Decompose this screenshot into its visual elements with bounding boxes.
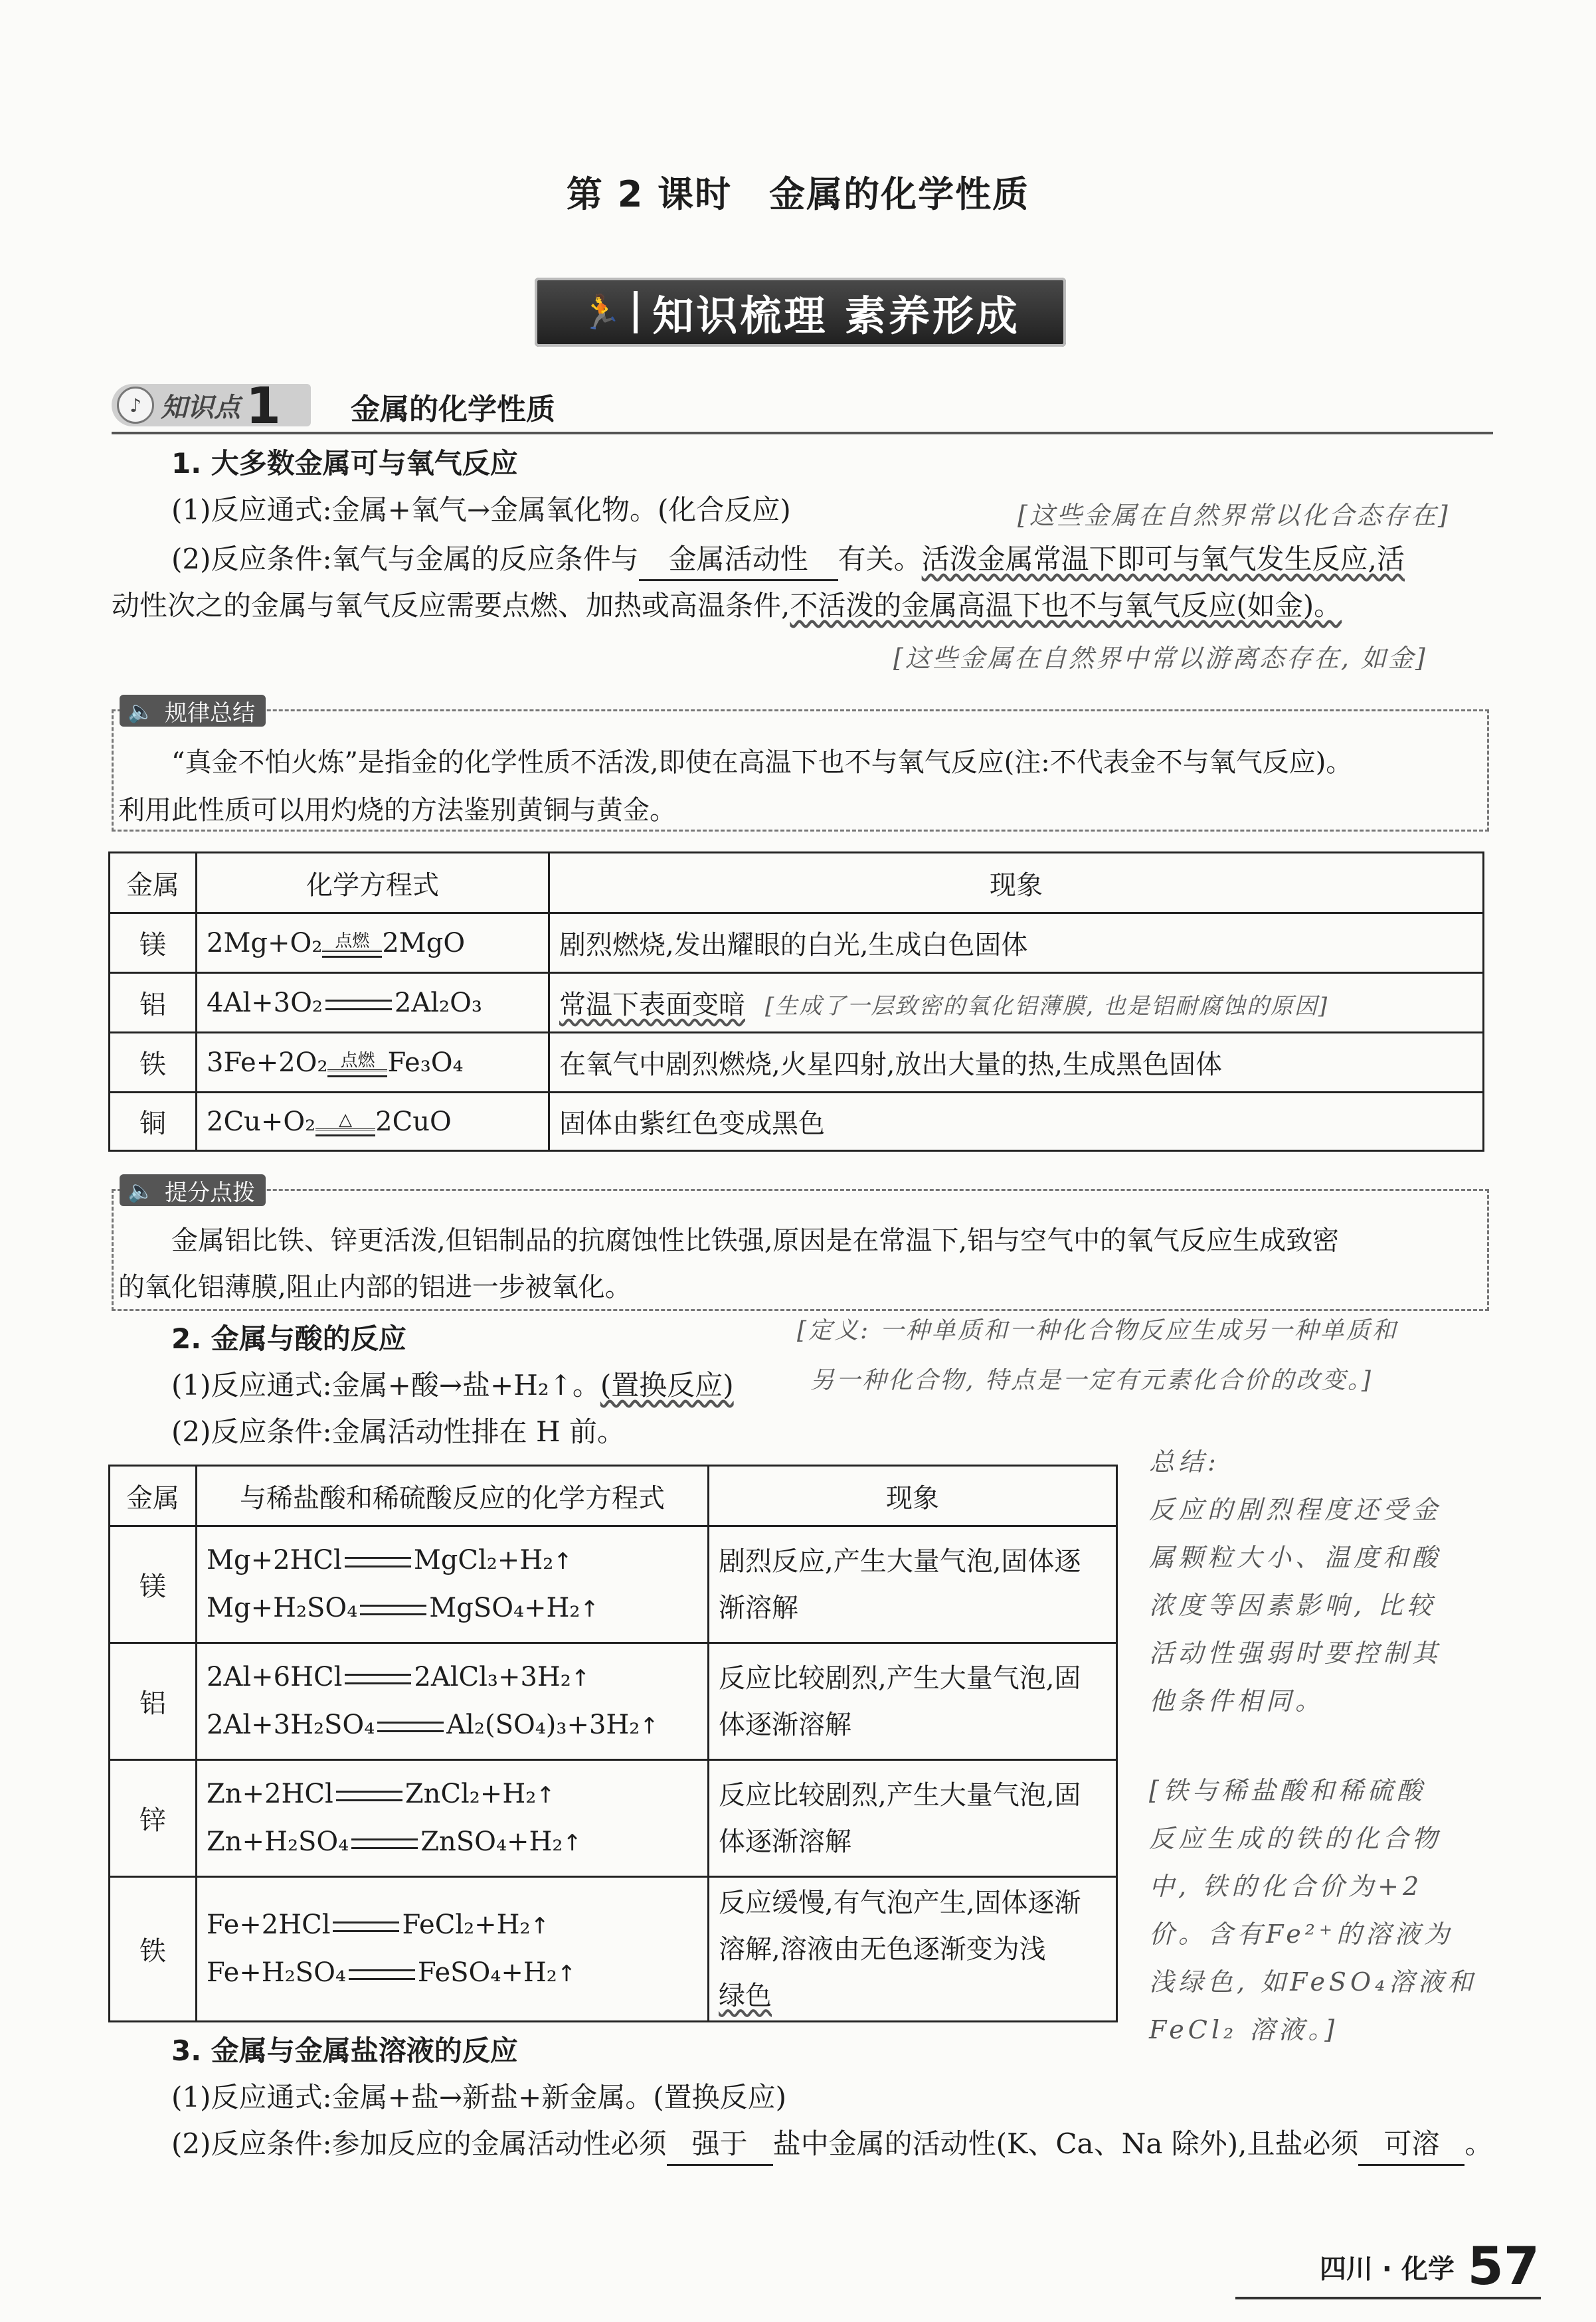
t2-equations [197,1877,709,2022]
s1-l3-prefix: 动性次之的金属与氧气反应需要点燃、加热或高温条件, [112,589,790,622]
al-phenomenon: 常温下表面变暗 [559,990,745,1020]
equals-sign [325,1000,392,1010]
s3-l2-prefix: (2)反应条件:参加反应的金属活动性必须 [171,2127,667,2160]
t1-equation [197,1093,549,1151]
s1-line1: (1)反应通式:金属+氧气→金属氧化物。(化合反应) [171,493,791,526]
rule-line1: “真金不怕火炼”是指金的化学性质不活泼,即使在高温下也不与氧气反应(注:不代表金不与氧气反应)。 [171,747,1353,778]
rule-tag-label: 规律总结 [165,699,255,727]
t2-header-equation: 与稀盐酸和稀硫酸反应的化学方程式 [197,1466,709,1526]
s1-note-free: [这些金属在自然界中常以游离态存在, 如金] [893,644,1427,673]
note-icon: ♪ [117,387,154,424]
s1-l3-inactive: 不活泼的金属高温下也不与氧气反应(如金)。 [790,589,1342,622]
eq-condition: 点燃 [340,1050,375,1071]
runner-icon: 🏃 [580,292,625,331]
s2-heading: 2. 金属与酸的反应 [171,1322,406,1355]
t1-header-phenomenon: 现象 [549,853,1484,913]
acid-reaction-table [108,1465,1118,2022]
table-row [110,1093,1484,1151]
badge-number: 1 [246,375,281,435]
eq-right: Fe₃O₄ [387,1047,464,1078]
t2-eq-hcl: Fe+2HCl FeCl₂+H₂↑ [207,1909,550,1940]
knowledge-point-title: 金属的化学性质 [351,393,555,426]
knowledge-point-header [112,375,1493,435]
speaker-icon: 🔈 [128,1178,154,1204]
footer-rule [1235,2297,1541,2299]
rule-line2: 利用此性质可以用灼烧的方法鉴别黄铜与黄金。 [118,795,676,826]
t1-header-equation: 化学方程式 [197,853,549,913]
t1-equation [197,973,549,1033]
t2-eq-h2so4: Fe+H₂SO₄ FeSO₄+H₂↑ [207,1957,576,1988]
rule-summary-tag [120,695,266,727]
condition-arrow [315,1111,375,1136]
t2-equations [197,1526,709,1643]
s1-answer-fill: 金属活动性 [639,539,838,581]
t2-metal: 铝 [110,1643,197,1760]
eq-right: 2MgO [382,927,466,958]
t2-eq-h2so4: 2Al+3H₂SO₄ Al₂(SO₄)₃+3H₂↑ [207,1709,659,1740]
eq-right: 2Al₂O₃ [394,987,482,1018]
t1-metal: 铝 [110,973,197,1033]
s2-l1-type: (置换反应) [600,1369,734,1401]
s1-heading: 1. 大多数金属可与氧气反应 [171,447,518,480]
s3-fill-stronger: 强于 [667,2124,773,2166]
s1-note-compound: [这些金属在自然界常以化合态存在] [1018,501,1450,530]
t2-eq-h2so4: Zn+H₂SO₄ ZnSO₄+H₂↑ [207,1826,582,1857]
s3-line2 [171,2124,1493,2166]
s3-l2-end: 。 [1464,2127,1493,2160]
t1-equation [197,1033,549,1093]
eq-left: 3Fe+2O₂ [207,1047,328,1078]
footer-region: 四川 · 化学 [1319,2254,1455,2285]
t1-metal: 镁 [110,913,197,973]
t2-eq-hcl: Mg+2HCl MgCl₂+H₂↑ [207,1544,573,1575]
eq-condition: △ [339,1109,353,1130]
side-note-iron: [铁与稀盐酸和稀硫酸 反应生成的铁的化合物 中, 铁的化合价为+2 价。含有Fe²⁺的溶液为 浅绿色, 如FeSO₄溶液和 FeCl₂ 溶液。] [1149,1776,1477,2044]
t2-metal: 镁 [110,1526,197,1643]
t1-metal: 铜 [110,1093,197,1151]
al-note: [生成了一层致密的氧化铝薄膜, 也是铝耐腐蚀的原因] [765,993,1329,1020]
tip-tag [120,1174,266,1206]
s1-line2 [171,539,1405,581]
s1-l2-mid: 有关。 [838,543,922,575]
section-banner [535,278,1066,347]
s2-line2: (2)反应条件:金属活动性排在 H 前。 [171,1415,625,1448]
s1-l2-prefix: (2)反应条件:氧气与金属的反应条件与 [171,543,639,575]
table-row [110,1643,1117,1760]
eq-left: 2Mg+O₂ [207,927,323,958]
s2-l1-formula: (1)反应通式:金属+酸→盐+H₂↑。 [171,1369,600,1401]
page-footer [1320,2237,1540,2297]
t1-metal: 铁 [110,1033,197,1093]
eq-left: 2Cu+O₂ [207,1106,316,1137]
condition-arrow [322,933,382,958]
table-row [110,913,1484,973]
tip-tag-label: 提分点拨 [165,1179,255,1206]
table-row [110,1033,1484,1093]
eq-right: 2CuO [375,1106,452,1137]
s3-line1: (1)反应通式:金属+盐→新盐+新金属。(置换反应) [171,2081,786,2113]
table-row [110,1877,1117,2022]
t1-phenomenon: 剧烈燃烧,发出耀眼的白光,生成白色固体 [549,913,1484,973]
s2-def-line2: 另一种化合物, 特点是一定有元素化合价的改变。] [810,1367,1373,1394]
t1-header-metal: 金属 [110,853,197,913]
eq-condition: 点燃 [335,931,370,951]
t1-phenomenon: 固体由紫红色变成黑色 [549,1093,1484,1151]
badge-label: 知识点 [161,392,240,423]
t2-eq-hcl: 2Al+6HCl 2AlCl₃+3H₂↑ [207,1661,590,1692]
s3-l2-mid: 盐中金属的活动性(K、Ca、Na 除外),且盐必须 [772,2127,1359,2160]
t2-metal: 铁 [110,1877,197,2022]
t2-eq-hcl: Zn+2HCl ZnCl₂+H₂↑ [207,1778,555,1809]
s3-heading: 3. 金属与金属盐溶液的反应 [171,2034,518,2067]
t2-phenomenon: 反应缓慢,有气泡产生,固体逐渐 溶解,溶液由无色逐渐变为浅 绿色 [709,1877,1117,2022]
table-row [110,973,1484,1033]
t2-phenomenon: 剧烈反应,产生大量气泡,固体逐 渐溶解 [709,1526,1117,1643]
s3-fill-soluble: 可溶 [1358,2124,1464,2166]
t2-metal: 锌 [110,1760,197,1877]
eq-left: 4Al+3O₂ [207,987,323,1018]
t1-equation [197,913,549,973]
t2-eq-h2so4: Mg+H₂SO₄ MgSO₄+H₂↑ [207,1592,599,1623]
speaker-icon: 🔈 [128,699,154,724]
t1-phenomenon [549,973,1484,1033]
condition-arrow [327,1052,387,1077]
t2-equations [197,1643,709,1760]
t2-header-metal: 金属 [110,1466,197,1526]
t2-phenomenon: 反应比较剧烈,产生大量气泡,固 体逐渐溶解 [709,1643,1117,1760]
t2-phenomenon: 反应比较剧烈,产生大量气泡,固 体逐渐溶解 [709,1760,1117,1877]
t1-phenomenon: 在氧气中剧烈燃烧,火星四射,放出大量的热,生成黑色固体 [549,1033,1484,1093]
tip-line1: 金属铝比铁、锌更活泼,但铝制品的抗腐蚀性比铁强,原因是在常温下,铝与空气中的氧气反应生成致密 [171,1225,1340,1256]
table-row [110,1526,1117,1643]
t2-equations [197,1760,709,1877]
s1-l2-active: 活泼金属常温下即可与氧气发生反应,活 [921,543,1405,575]
tip-line2: 的氧化铝薄膜,阻止内部的铝进一步被氧化。 [118,1272,632,1302]
s2-def-line1: [定义: 一种单质和一种化合物反应生成另一种单质和 [797,1317,1398,1344]
knowledge-point-badge [112,375,311,435]
page-title: 第 2 课时 金属的化学性质 [566,173,1030,215]
table-row [110,1760,1117,1877]
t2-header-phenomenon: 现象 [709,1466,1117,1526]
side-note-summary: 总结: 反应的剧烈程度还受金 属颗粒大小、温度和酸 浓度等因素影响, 比较 活动性强弱时要控制其 他条件相同。 [1149,1447,1442,1716]
s2-line1 [171,1366,734,1405]
page-number: 57 [1467,2237,1540,2297]
banner-divider [634,291,638,333]
s1-line3 [112,586,1342,626]
banner-text: 知识梳理 素养形成 [652,291,1020,340]
oxygen-reaction-table [108,851,1484,1152]
